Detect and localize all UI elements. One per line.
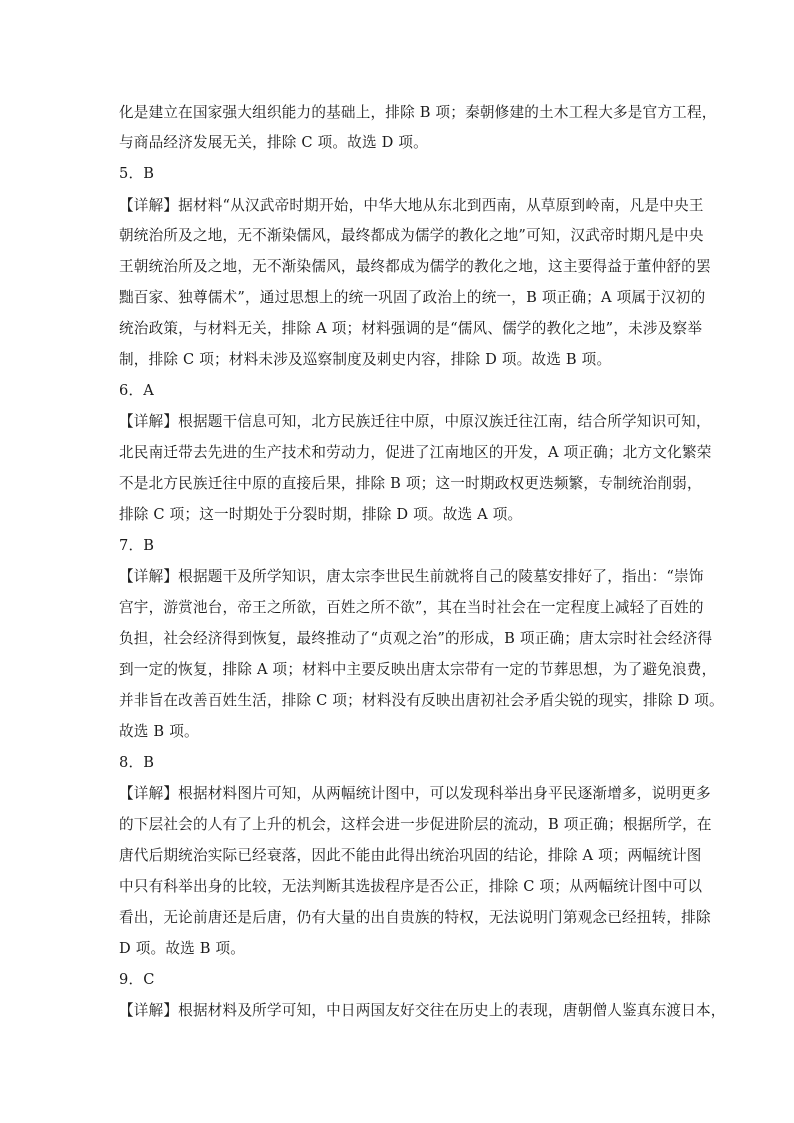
text-line: 中只有科举出身的比较，无法判断其选拔程序是否公正，排除 C 项；从两幅统计图中可以 — [119, 878, 703, 895]
text-line: 【详解】根据材料及所学可知，中日两国友好交往在历史上的表现，唐朝僧人鉴真东渡日本， — [119, 1002, 726, 1019]
answer-number: 5．B — [119, 165, 155, 182]
text-line: 不是北方民族迁往中原的直接后果，排除 B 项；这一时期政权更迭频繁，专制统治削弱， — [119, 475, 702, 492]
text-line: 唐代后期统治实际已经衰落，因此不能由此得出统治巩固的结论，排除 A 项；两幅统计图 — [119, 847, 702, 864]
text-line: 宫宇，游赏池台，帝王之所欲，百姓之所不欲”，其在当时社会在一定程度上减轻了百姓的 — [119, 599, 704, 616]
answer-number: 6．A — [119, 382, 155, 399]
text-line: 【详解】根据题干信息可知，北方民族迁往中原，中原汉族迁往江南，结合所学知识可知， — [119, 413, 711, 430]
text-line: 【详解】据材料“从汉武帝时期开始，中华大地从东北到西南，从草原到岭南，凡是中央王 — [119, 197, 704, 214]
text-line: 的下层社会的人有了上升的机会，这样会进一步促进阶层的流动，B 项正确；根据所学，在 — [119, 816, 712, 833]
text-line: 【详解】根据材料图片可知，从两幅统计图中，可以发现科举出身平民逐渐增多，说明更多 — [119, 785, 711, 802]
answer-number: 7．B — [119, 537, 155, 554]
text-line: 化是建立在国家强大组织能力的基础上，排除 B 项；秦朝修建的土木工程大多是官方工程， — [119, 104, 717, 121]
text-line: 北民南迁带去先进的生产技术和劳动力，促进了江南地区的开发，A 项正确；北方文化繁荣 — [119, 444, 712, 461]
text-line: 与商品经济发展无关，排除 C 项。故选 D 项。 — [119, 134, 428, 151]
text-line: 并非旨在改善百姓生活，排除 C 项；材料没有反映出唐初社会矛盾尖锐的现实，排除 D 项。 — [119, 692, 724, 709]
text-line: 制，排除 C 项；材料未涉及巡察制度及刺史内容，排除 D 项。故选 B 项。 — [119, 351, 612, 368]
answer-number: 8．B — [119, 754, 155, 771]
text-line: 故选 B 项。 — [119, 723, 199, 740]
answer-number: 9．C — [119, 971, 155, 988]
text-line: D 项。故选 B 项。 — [119, 940, 246, 957]
text-line: 朝统治所及之地，无不渐染儒风，最终都成为儒学的教化之地”可知，汉武帝时期凡是中央 — [119, 227, 704, 244]
text-line: 看出，无论前唐还是后唐，仍有大量的出自贵族的特权，无法说明门第观念已经扭转，排除 — [119, 909, 711, 926]
text-line: 负担，社会经济得到恢复，最终推动了“贞观之治”的形成，B 项正确；唐太宗时社会经济得 — [119, 630, 713, 647]
text-line: 统治政策，与材料无关，排除 A 项；材料强调的是“儒风、儒学的教化之地”，未涉及察举 — [119, 320, 703, 337]
text-line: 黜百家、独尊儒术”，通过思想上的统一巩固了政治上的统一，B 项正确；A 项属于汉初的 — [119, 289, 706, 306]
text-line: 【详解】根据题干及所学知识，唐太宗李世民生前就将自己的陵墓安排好了，指出：“崇饰 — [119, 568, 704, 585]
text-line: 排除 C 项；这一时期处于分裂时期，排除 D 项。故选 A 项。 — [119, 506, 523, 523]
text-line: 到一定的恢复，排除 A 项；材料中主要反映出唐太宗带有一定的节葬思想，为了避免浪费， — [119, 661, 717, 678]
text-line: 王朝统治所及之地，无不渐染儒风，最终都成为儒学的教化之地，这主要得益于董仲舒的罢 — [119, 258, 711, 275]
